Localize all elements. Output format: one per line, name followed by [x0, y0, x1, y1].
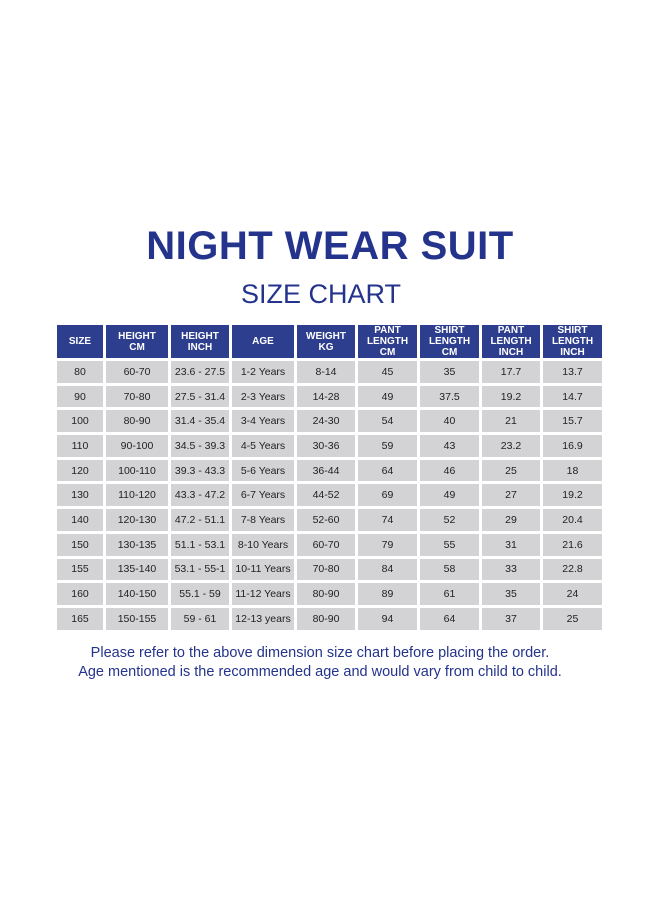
table-cell: 14-28 — [297, 386, 355, 408]
table-cell: 74 — [358, 509, 417, 531]
note-line-age: Age mentioned is the recommended age and would vary from child to child. — [78, 664, 562, 680]
table-row — [57, 608, 602, 630]
table-cell: 16.9 — [543, 435, 602, 457]
table-cell: 90 — [57, 386, 103, 408]
table-row — [57, 534, 602, 556]
table-cell: 40 — [420, 410, 479, 432]
page-title: NIGHT WEAR SUIT — [146, 224, 514, 268]
table-cell: 37.5 — [420, 386, 479, 408]
table-cell: 43 — [420, 435, 479, 457]
column-header-unit: LENGTH INCH — [551, 336, 594, 358]
table-cell: 25 — [543, 608, 602, 630]
column-header-unit: INCH — [187, 341, 213, 353]
table-cell: 20.4 — [543, 509, 602, 531]
table-cell: 160 — [57, 583, 103, 605]
table-cell: 165 — [57, 608, 103, 630]
table-cell: 22.8 — [543, 559, 602, 581]
table-cell: 21 — [482, 410, 540, 432]
table-cell: 79 — [358, 534, 417, 556]
table-cell: 31 — [482, 534, 540, 556]
table-cell: 55 — [420, 534, 479, 556]
table-cell: 4-5 Years — [232, 435, 294, 457]
column-header-label: PANT — [497, 325, 525, 336]
column-header — [482, 325, 540, 358]
table-cell: 155 — [57, 559, 103, 581]
table-row — [57, 386, 602, 408]
table-cell: 64 — [358, 460, 417, 482]
table-cell: 61 — [420, 583, 479, 605]
table-cell: 80-90 — [106, 410, 168, 432]
table-cell: 80 — [57, 361, 103, 383]
table-cell: 36-44 — [297, 460, 355, 482]
table-cell: 46 — [420, 460, 479, 482]
column-header-unit: LENGTH CM — [366, 336, 409, 358]
column-header-unit: CM — [129, 341, 145, 353]
table-cell: 17.7 — [482, 361, 540, 383]
table-cell: 10-11 Years — [232, 559, 294, 581]
table-cell: 55.1 - 59 — [171, 583, 229, 605]
column-header-label: AGE — [252, 336, 274, 347]
table-cell: 19.2 — [543, 484, 602, 506]
table-cell: 150-155 — [106, 608, 168, 630]
table-cell: 12-13 years — [232, 608, 294, 630]
column-header — [171, 325, 229, 358]
table-cell: 52 — [420, 509, 479, 531]
column-header-label: SHIRT — [434, 325, 465, 336]
table-cell: 52-60 — [297, 509, 355, 531]
table-cell: 60-70 — [106, 361, 168, 383]
table-row — [57, 361, 602, 383]
table-cell: 3-4 Years — [232, 410, 294, 432]
column-header-label: PANT — [374, 325, 401, 336]
column-header-unit: LENGTH INCH — [490, 336, 532, 358]
table-cell: 51.1 - 53.1 — [171, 534, 229, 556]
table-cell: 90-100 — [106, 435, 168, 457]
table-cell: 39.3 - 43.3 — [171, 460, 229, 482]
column-header-label: HEIGHT — [181, 330, 219, 342]
table-cell: 120 — [57, 460, 103, 482]
table-cell: 80-90 — [297, 583, 355, 605]
table-cell: 130-135 — [106, 534, 168, 556]
table-cell: 7-8 Years — [232, 509, 294, 531]
table-cell: 44-52 — [297, 484, 355, 506]
table-cell: 27 — [482, 484, 540, 506]
table-row — [57, 410, 602, 432]
size-chart-notes — [0, 644, 640, 682]
table-cell: 49 — [420, 484, 479, 506]
column-header-label: SHIRT — [557, 325, 588, 336]
table-cell: 53.1 - 55-1 — [171, 559, 229, 581]
table-row — [57, 484, 602, 506]
column-header — [106, 325, 168, 358]
table-row — [57, 583, 602, 605]
table-cell: 59 — [358, 435, 417, 457]
column-header — [57, 325, 103, 358]
table-cell: 60-70 — [297, 534, 355, 556]
table-cell: 27.5 - 31.4 — [171, 386, 229, 408]
table-cell: 64 — [420, 608, 479, 630]
table-cell: 35 — [482, 583, 540, 605]
table-cell: 80-90 — [297, 608, 355, 630]
table-cell: 5-6 Years — [232, 460, 294, 482]
table-cell: 140-150 — [106, 583, 168, 605]
column-header-label: HEIGHT — [118, 330, 156, 342]
table-cell: 30-36 — [297, 435, 355, 457]
table-cell: 69 — [358, 484, 417, 506]
table-cell: 49 — [358, 386, 417, 408]
table-cell: 31.4 - 35.4 — [171, 410, 229, 432]
table-cell: 59 - 61 — [171, 608, 229, 630]
table-row — [57, 509, 602, 531]
column-header — [543, 325, 602, 358]
column-header — [420, 325, 479, 358]
note-line-order: Please refer to the above dimension size chart before placing the order. — [90, 645, 550, 661]
table-row — [57, 460, 602, 482]
table-cell: 25 — [482, 460, 540, 482]
table-cell: 14.7 — [543, 386, 602, 408]
table-cell: 110 — [57, 435, 103, 457]
table-cell: 45 — [358, 361, 417, 383]
table-cell: 100 — [57, 410, 103, 432]
table-cell: 43.3 - 47.2 — [171, 484, 229, 506]
table-row — [57, 435, 602, 457]
table-cell: 84 — [358, 559, 417, 581]
table-cell: 70-80 — [297, 559, 355, 581]
column-header-unit: LENGTH CM — [428, 336, 471, 358]
table-cell: 37 — [482, 608, 540, 630]
table-cell: 2-3 Years — [232, 386, 294, 408]
table-body — [57, 361, 602, 630]
table-cell: 58 — [420, 559, 479, 581]
table-cell: 19.2 — [482, 386, 540, 408]
column-header-unit: KG — [318, 341, 334, 353]
table-cell: 8-14 — [297, 361, 355, 383]
table-cell: 24-30 — [297, 410, 355, 432]
table-cell: 8-10 Years — [232, 534, 294, 556]
table-cell: 135-140 — [106, 559, 168, 581]
table-cell: 89 — [358, 583, 417, 605]
table-cell: 130 — [57, 484, 103, 506]
column-header-label: SIZE — [68, 336, 92, 347]
table-cell: 47.2 - 51.1 — [171, 509, 229, 531]
table-cell: 21.6 — [543, 534, 602, 556]
table-cell: 34.5 - 39.3 — [171, 435, 229, 457]
table-cell: 54 — [358, 410, 417, 432]
table-cell: 29 — [482, 509, 540, 531]
column-header — [358, 325, 417, 358]
table-cell: 35 — [420, 361, 479, 383]
table-row — [57, 559, 602, 581]
table-cell: 1-2 Years — [232, 361, 294, 383]
table-cell: 94 — [358, 608, 417, 630]
table-cell: 6-7 Years — [232, 484, 294, 506]
table-cell: 150 — [57, 534, 103, 556]
table-cell: 11-12 Years — [232, 583, 294, 605]
table-cell: 70-80 — [106, 386, 168, 408]
column-header — [232, 325, 294, 358]
column-header-label: WEIGHT — [306, 330, 346, 342]
page-subtitle: SIZE CHART — [240, 279, 402, 309]
table-cell: 18 — [543, 460, 602, 482]
column-header — [297, 325, 355, 358]
size-chart-table — [54, 322, 605, 633]
table-cell: 13.7 — [543, 361, 602, 383]
table-cell: 15.7 — [543, 410, 602, 432]
table-cell: 100-110 — [106, 460, 168, 482]
table-cell: 110-120 — [106, 484, 168, 506]
table-cell: 33 — [482, 559, 540, 581]
table-cell: 23.6 - 27.5 — [171, 361, 229, 383]
table-cell: 23.2 — [482, 435, 540, 457]
table-cell: 120-130 — [106, 509, 168, 531]
table-cell: 24 — [543, 583, 602, 605]
table-cell: 140 — [57, 509, 103, 531]
table-header-row — [57, 325, 602, 358]
